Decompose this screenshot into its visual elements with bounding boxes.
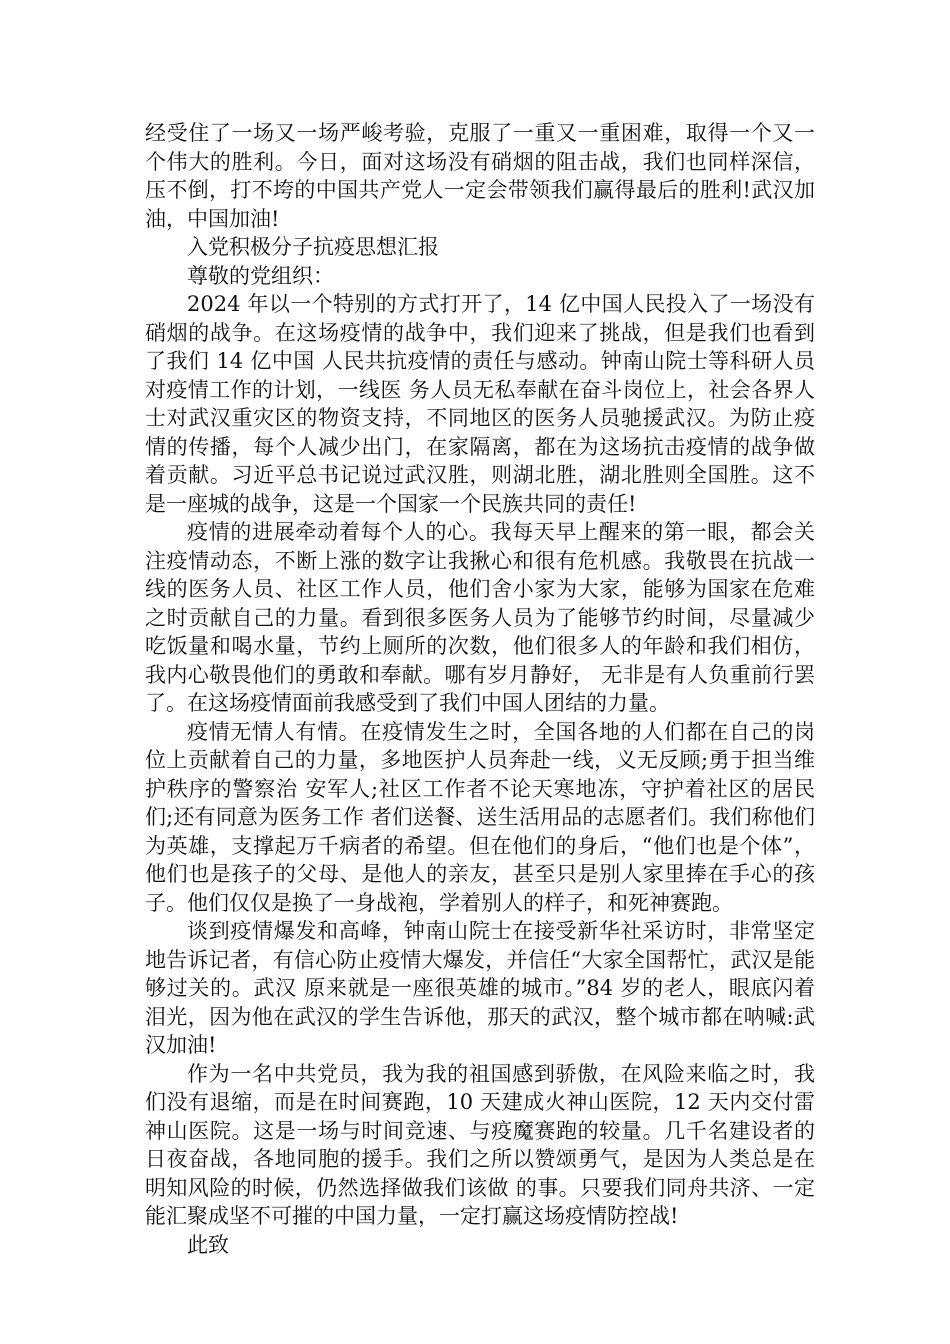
document-title: 入党积极分子抗疫思想汇报	[187, 235, 439, 259]
paragraph-progress: 疫情的进展牵动着每个人的心。我每天早上醒来的第一眼，都会关注疫情动态，不断上涨的数字让我揪心和很有危机感。我敬畏在抗战一线的医务人员、社区工作人员，他们舍小家为大家，能够为国家在危难之时贡献自己的力量。看到很多医务人员为了能够节约时间，尽量减少吃饭量和喝水量，节约上厕所的次数，他们很多人的年龄和我们相仿，我内心敬畏他们的勇敢和奉献。哪有岁月静好， 无非是有人负重前行罢了。在这场疫情面前我感受到了我们中国人团结的力量。	[145, 520, 815, 715]
paragraph-opening: 2024 年以一个特别的方式打开了，14 亿中国人民投入了一场没有硝烟的战争。在这场疫情的战争中，我们迎来了挑战，但是我们也看到了我们 14 亿中国 人民共抗疫情的责任与感动。钟南山院士等科研人员对疫情工作的计划，一线医 务人员无私奉献在奋斗岗位上，社会各界人士对武汉重灾区的物资支持，不同地区的医务人员驰援武汉。为防止疫情的传播，每个人减少出门，在家隔离，都在为这场抗击疫情的战争做着贡献。习近平总书记说过武汉胜，则湖北胜，湖北胜则全国胜。这不是一座城的战争，这是一个国家一个民族共同的责任!	[145, 292, 815, 516]
paragraph-closing-fragment: 经受住了一场又一场严峻考验，克服了一重又一重困难，取得一个又一个伟大的胜利。今日，面对这场没有硝烟的阻击战，我们也同样深信，压不倒，打不垮的中国共产党人一定会带领我们赢得最后的胜利!武汉加油，中国加油!	[145, 121, 815, 231]
document-body	[145, 119, 815, 1259]
salutation: 尊敬的党组织：	[187, 263, 334, 288]
paragraph-party-member: 作为一名中共党员，我为我的祖国感到骄傲，在风险来临之时，我们没有退缩，而是在时间赛跑，10 天建成火神山医院，12 天内交付雷神山医院。这是一场与时间竞速、与疫魔赛跑的较量。几千名建设者的日夜奋战，各地同胞的援手。我们之所以赞颂勇气，是因为人类总是在明知风险的时候，仍然选择做我们该做 的事。只要我们同舟共济、一定能汇聚成坚不可摧的中国力量，一定打赢这场疫情防控战!	[145, 1061, 815, 1228]
paragraph-zhong-nanshan: 谈到疫情爆发和高峰，钟南山院士在接受新华社采访时，非常坚定地告诉记者，有信心防止疫情大爆发，并信任“大家全国帮忙，武汉是能够过关的。武汉 原来就是一座很英雄的城市。”84 岁的老人，眼底闪着泪光，因为他在武汉的学生告诉他，那天的武汉，整个城市都在呐喊:武汉加油!	[145, 919, 815, 1057]
closing-regards: 此致	[187, 1232, 229, 1257]
paragraph-heroes: 疫情无情人有情。在疫情发生之时，全国各地的人们都在自己的岗位上贡献着自己的力量，多地医护人员奔赴一线，义无反顾;勇于担当维护秩序的警察治 安军人;社区工作者不论天寒地冻，守护着社区的居民们;还有同意为医务工作 者们送餐、送生活用品的志愿者们。我们称他们为英雄，支撑起万千病者的希望。但在他们的身后，“他们也是个体”，他们也是孩子的父母、是他人的亲友，甚至只是别人家里捧在手心的孩子。他们仅仅是换了一身战袍，学着别人的样子，和死神赛跑。	[145, 719, 815, 915]
